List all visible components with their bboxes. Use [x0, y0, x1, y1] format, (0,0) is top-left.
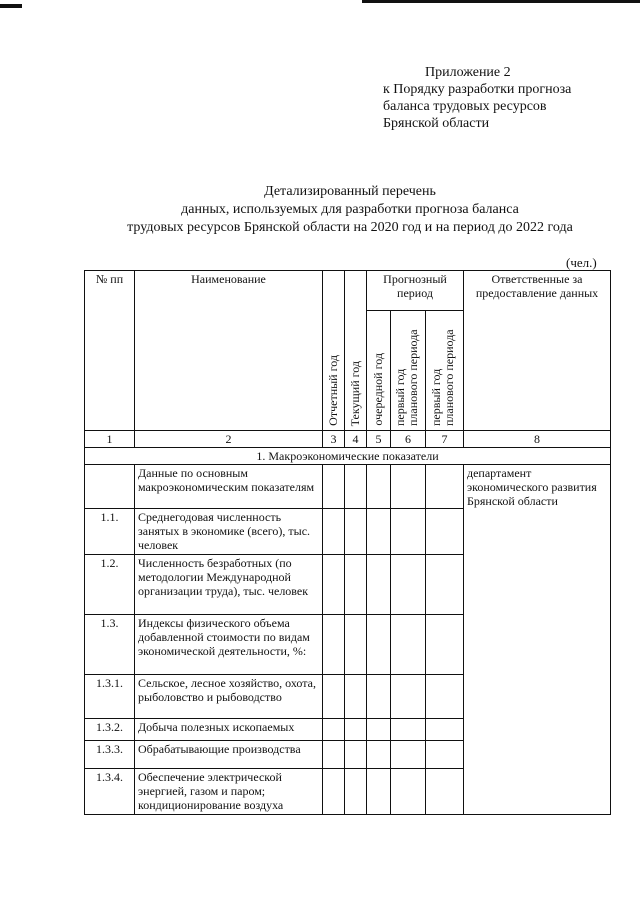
row-name: Обрабатывающие производства	[135, 741, 323, 769]
appendix-title: Приложение 2	[425, 65, 511, 80]
col-number: 7	[426, 431, 464, 448]
header-responsible: Ответственные за предоставление данных	[464, 271, 611, 431]
header-next-year: очередной год	[367, 311, 391, 431]
row-name: Индексы физического объема добавленной стоимости по видам экономической деятельности, %:	[135, 615, 323, 675]
section-row	[85, 448, 611, 465]
row-num: 1.3.4.	[85, 769, 135, 815]
column-number-row	[85, 431, 611, 448]
data-table	[84, 270, 611, 815]
row-num: 1.3.3.	[85, 741, 135, 769]
appendix-line: к Порядку разработки прогноза	[383, 82, 572, 97]
heading-line-2: данных, используемых для разработки прогноза баланса	[181, 202, 519, 217]
header-plan-year-1: первый год планового периода	[391, 311, 426, 431]
col-number: 1	[85, 431, 135, 448]
scan-artifact-right	[362, 0, 640, 3]
col-number: 5	[367, 431, 391, 448]
header-plan-year-2: первый год планового периода	[426, 311, 464, 431]
responsible-cell: департамент экономического развития Брянской области	[464, 465, 611, 815]
row-name: Сельское, лесное хозяйство, охота, рыболовство и рыбоводство	[135, 675, 323, 719]
row-num: 1.3.	[85, 615, 135, 675]
appendix-line: Брянской области	[383, 116, 490, 131]
row-num: 1.3.2.	[85, 719, 135, 741]
header-report-year: Отчетный год	[323, 271, 345, 431]
document-heading	[60, 183, 640, 237]
heading-line-3: трудовых ресурсов Брянской области на 2020 год и на период до 2022 года	[127, 220, 573, 235]
row-name: Добыча полезных ископаемых	[135, 719, 323, 741]
units-label: (чел.)	[566, 255, 597, 270]
col-number: 4	[345, 431, 367, 448]
appendix-block	[383, 64, 571, 132]
header-current-year: Текущий год	[345, 271, 367, 431]
col-number: 2	[135, 431, 323, 448]
table-row	[85, 465, 611, 509]
header-forecast: Прогнозный период	[367, 271, 464, 311]
row-name: Численность безработных (по методологии Международной организации труда), тыс. человек	[135, 555, 323, 615]
col-number: 3	[323, 431, 345, 448]
heading-line-1: Детализированный перечень	[264, 184, 436, 199]
section-title: 1. Макроэкономические показатели	[85, 448, 611, 465]
row-name: Обеспечение электрической энергией, газом и паром; кондиционирование воздуха	[135, 769, 323, 815]
scan-artifact-left	[0, 4, 22, 8]
row-name: Среднегодовая численность занятых в экономике (всего), тыс. человек	[135, 509, 323, 555]
row-num: 1.3.1.	[85, 675, 135, 719]
col-number: 8	[464, 431, 611, 448]
row-num: 1.1.	[85, 509, 135, 555]
header-name: Наименование	[135, 271, 323, 431]
row-num: 1.2.	[85, 555, 135, 615]
col-number: 6	[391, 431, 426, 448]
row-name: Данные по основным макроэкономическим показателям	[135, 465, 323, 509]
appendix-line: баланса трудовых ресурсов	[383, 99, 547, 114]
row-num	[85, 465, 135, 509]
header-num: № пп	[85, 271, 135, 431]
